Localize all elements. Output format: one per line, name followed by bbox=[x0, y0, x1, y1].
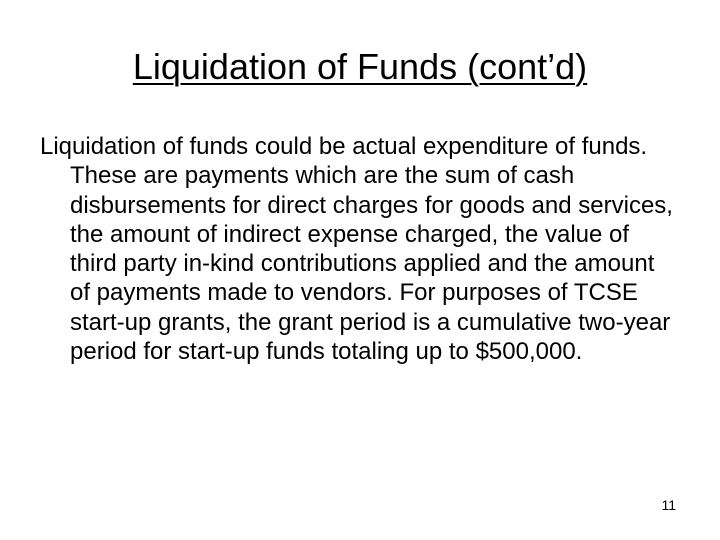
slide-title: Liquidation of Funds (cont’d) bbox=[132, 46, 588, 87]
slide-body-text: Liquidation of funds could be actual expenditure of funds. These are payments which are the sum of cash disbursements for direct charges for goods and services, the amount of indirect expense charged, the value of third party in-kind contributions applied and the amount of payments made to vendors. For purposes of TCSE start-up grants, the grant period is a cumulative two-year period for start-up funds totaling up to $500,000. bbox=[40, 133, 673, 366]
slide-page-number: 11 bbox=[661, 497, 676, 513]
